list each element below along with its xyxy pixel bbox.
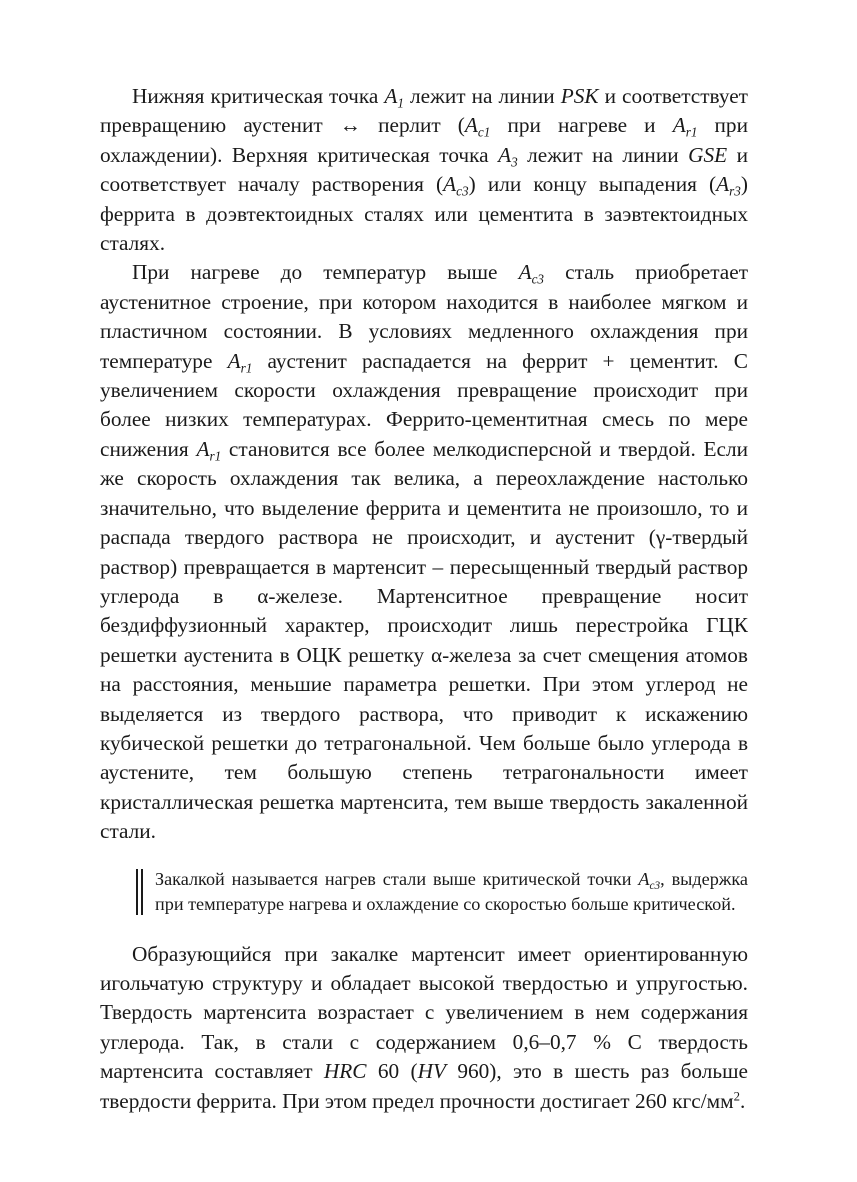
definition-block <box>136 867 748 917</box>
symbol-Ar1: $A_{r1}$ <box>227 348 253 376</box>
symbol-Ar1: $A_{r1}$ <box>672 113 698 141</box>
paragraph-martensite-formation: При нагреве до температур выше $A_{c3}$ сталь приобретает аустенитное строение, при котором находится в наиболее мягком и пластичном состоянии. В условиях медленного охлаждения при температуре $A_{r1}$ аустенит распадается на феррит + цементит. С увеличением скорости охлаждения превращение происходит при более низких температурах. Феррито-цементитная смесь по мере снижения $A_{r1}$ становится все более мелкодисперсной и твердой. Если же скорость охлаждения так велика, а переохлаждение настолько значительно, что выделение феррита и цементита не произошло, то и распада твердого раствора не происходит, и аустенит (γ-твердый раствор) превращается в мартенсит – пересыщенный твердый раствор углерода в α-железе. Мартенситное превращение носит бездиффузионный характер, происходит лишь перестройка ГЦК решетки аустенита в ОЦК решетку α-железа за счет смещения атомов на расстояния, меньшие параметра решетки. При этом углерод не выделяется из твердого раствора, что приводит к искажению кубической решетки до тетрагональной. Чем больше было углерода в аустените, тем большую степень тетрагональности имеет кристаллическая решетка мартенсита, тем выше твердость закаленной стали. <box>100 260 748 844</box>
symbol-Ac3: $A_{c3}$ <box>638 868 661 892</box>
hardness-hrc: HRC <box>323 1059 367 1084</box>
symbol-Ac3: $A_{c3}$ <box>443 172 469 199</box>
symbol-Ac3: $A_{c3}$ <box>518 260 545 288</box>
paragraph-critical-points: Нижняя критическая точка $A_1$ лежит на линии PSK и соответствует превращению аустенит ↔ перлит ($A_{c1}$ при нагреве и $A_{r1}$ при охлаждении). Верхняя критическая точка $A_3$ лежит на линии GSE и соответствует началу растворения $(A_{c3})$ или концу выпадения $(A_{r3})$ феррита в доэвтектоидных сталях или цементита в заэвтектоидных сталях. <box>100 84 748 256</box>
line-psk: PSK <box>560 84 599 108</box>
symbol-A3: $A_3$ <box>498 142 518 170</box>
definition-text: Закалкой называется нагрев стали выше критической точки $A_{c3}$, выдержка при температуре нагрева и охлаждение со скоростью больше критической. <box>155 868 748 914</box>
hardness-hv: HV <box>417 1059 446 1084</box>
page-content <box>100 82 748 1116</box>
superscript-2: 2 <box>733 1088 741 1103</box>
paragraph-martensite-properties: Образующийся при закалке мартенсит имеет ориентированную игольчатую структуру и обладает высокой твердостью и упругостью. Твердость мартенсита возрастает с увеличением в нем содержания углерода. Так, в стали с содержанием 0,6–0,7 % С твердость мартенсита составляет HRC 60 (HV 960), это в шесть раз больше твердости феррита. При этом предел прочности достигает 260 кгс/$мм^2$. <box>100 941 748 1113</box>
symbol-Ac1: $A_{c1}$ <box>464 113 491 141</box>
definition-bar-right <box>141 869 143 915</box>
line-gse: GSE <box>688 142 728 167</box>
definition-bar-left <box>136 869 138 915</box>
symbol-Ar1: $A_{r1}$ <box>196 436 222 464</box>
symbol-Ar3: $A_{r3}$ <box>716 172 741 199</box>
symbol-A1: $A_1$ <box>384 84 405 111</box>
